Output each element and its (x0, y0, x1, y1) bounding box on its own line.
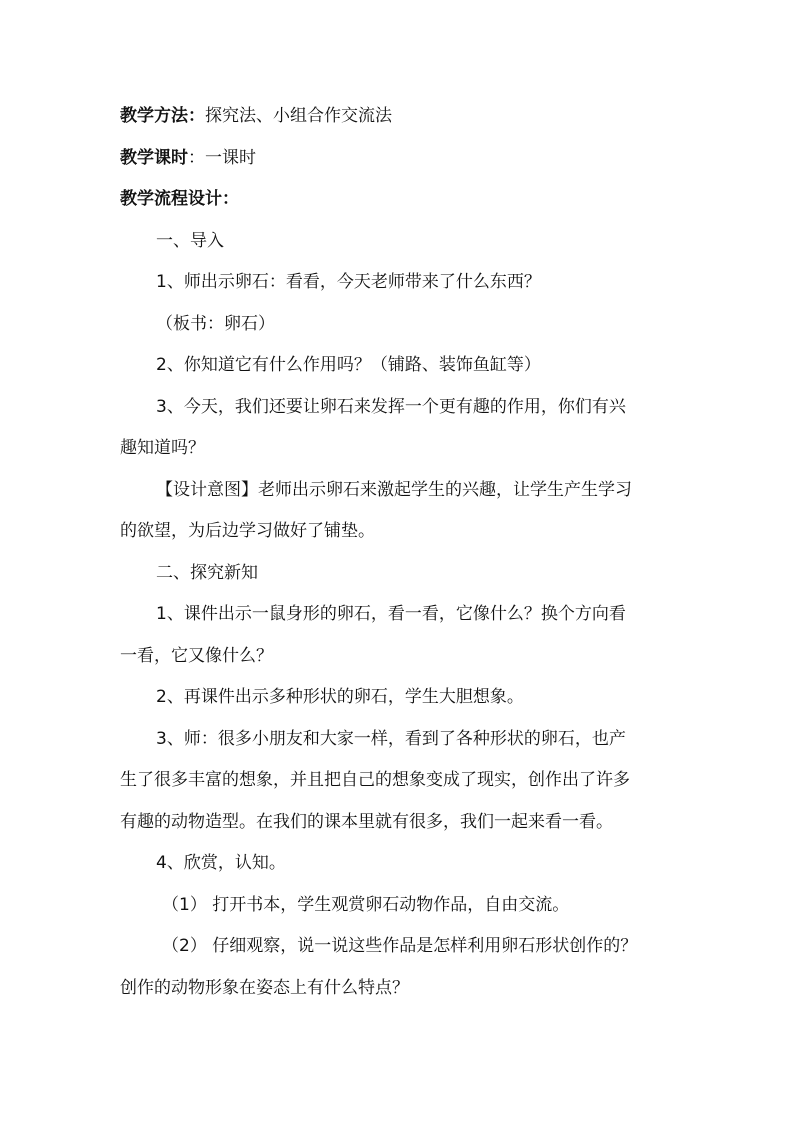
explore-item-4: 4、欣赏，认知。 (156, 853, 286, 873)
explore-item-3-line1: 3、师：很多小朋友和大家一样，看到了各种形状的卵石，也产 (156, 728, 626, 749)
section-heading-explore: 二、探究新知 (156, 562, 258, 583)
teaching-period-label: 教学课时 (120, 147, 188, 168)
explore-item-2: 2、再课件出示多种形状的卵石，学生大胆想象。 (156, 687, 524, 707)
design-intent-line1: 【设计意图】老师出示卵石来激起学生的兴趣，让学生产生学习 (156, 479, 632, 500)
teaching-flow-heading: 教学流程设计： (120, 189, 239, 209)
document-page (120, 96, 680, 1009)
explore-sub-item-2-line1: （2） 仔细观察，说一说这些作品是怎样利用卵石形状创作的？ (162, 936, 638, 956)
explore-item-1-line1: 1、课件出示一鼠身形的卵石，看一看，它像什么？换个方向看 (156, 604, 626, 624)
teaching-period-value: ：一课时 (188, 147, 256, 168)
intro-board-note: （板书：卵石） (156, 313, 275, 334)
explore-item-1-line2: 一看，它又像什么？ (120, 645, 273, 666)
explore-item-3-line2: 生了很多丰富的想象，并且把自己的想象变成了现实，创作出了许多 (120, 770, 630, 790)
intro-item-2: 2、你知道它有什么作用吗？（铺路、装饰鱼缸等） (156, 355, 541, 375)
intro-item-1: 1、师出示卵石：看看，今天老师带来了什么东西？ (156, 272, 541, 292)
section-heading-intro: 一、导入 (156, 230, 224, 251)
explore-item-3-line3: 有趣的动物造型。在我们的课本里就有很多，我们一起来看一看。 (120, 811, 613, 832)
intro-item-3-line1: 3、今天，我们还要让卵石来发挥一个更有趣的作用，你们有兴 (156, 396, 626, 417)
explore-sub-item-2-line2: 创作的动物形象在姿态上有什么特点？ (120, 977, 409, 998)
explore-sub-item-1: （1） 打开书本，学生观赏卵石动物作品，自由交流。 (162, 894, 570, 915)
design-intent-line2: 的欲望，为后边学习做好了铺垫。 (120, 521, 375, 541)
intro-item-3-line2: 趣知道吗？ (120, 438, 205, 458)
teaching-period-line (120, 138, 680, 180)
teaching-method-line (120, 96, 680, 138)
teaching-method-label: 教学方法： (120, 106, 205, 126)
teaching-method-value: 探究法、小组合作交流法 (205, 106, 392, 126)
